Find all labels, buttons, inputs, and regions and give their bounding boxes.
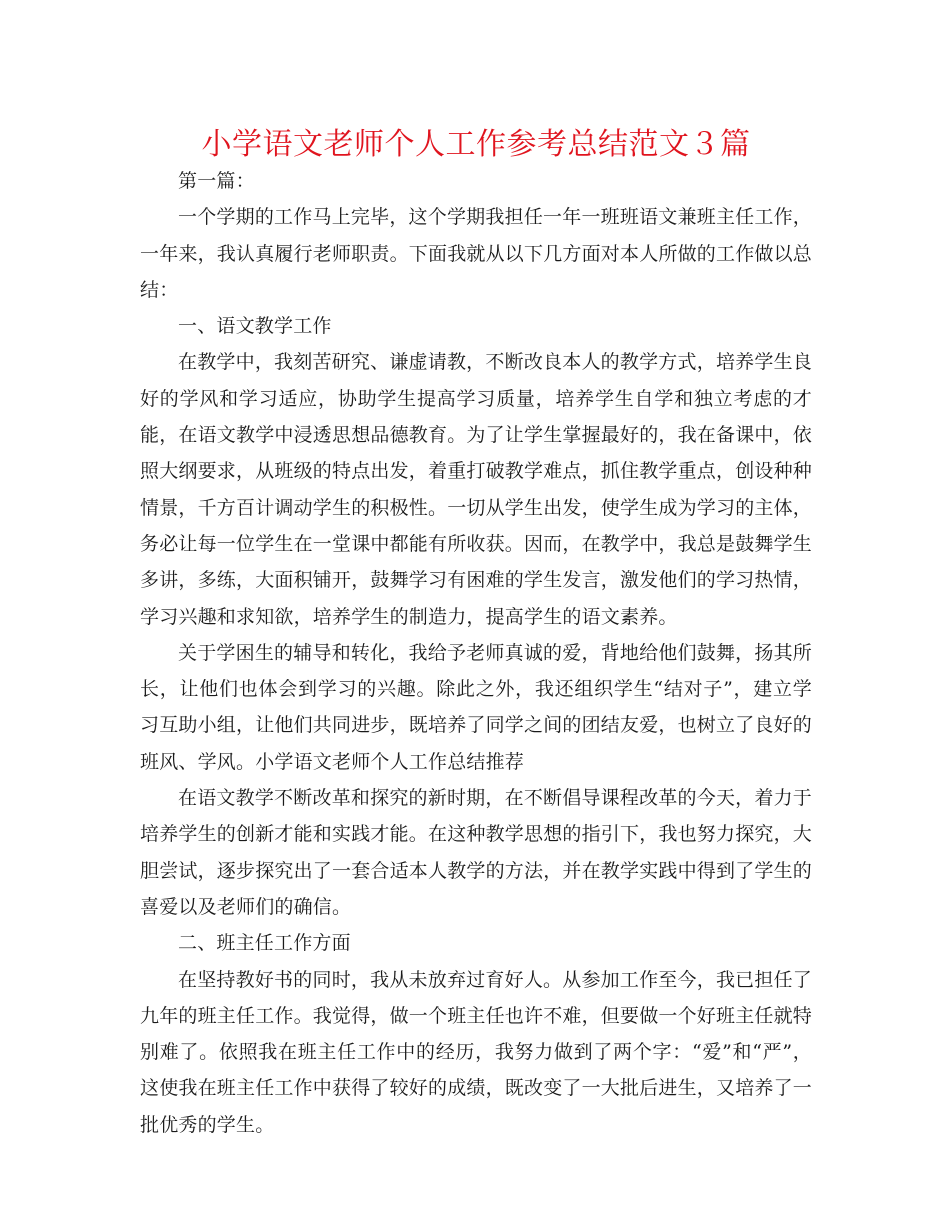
paragraph-reform: 在语文教学不断改革和探究的新时期，在不断倡导课程改革的今天，着力于培养学生的创新才能和实践才能。在这种教学思想的指引下，我也努力探究，大胆尝试，逐步探究出了一套合适本人教学的方法，并在教学实践中得到了学生的喜爱以及老师们的确信。 (140, 787, 813, 918)
document-body (140, 163, 812, 1143)
heading-head-teacher: 二、班主任工作方面 (178, 932, 351, 955)
paragraph-intro: 一个学期的工作马上完毕，这个学期我担任一年一班班语文兼班主任工作，一年来，我认真履行老师职责。下面我就从以下几方面对本人所做的工作做以总结： (140, 206, 813, 301)
heading-chinese-teaching: 一、语文教学工作 (178, 315, 332, 338)
document-title: 小学语文老师个人工作参考总结范文３篇 (201, 127, 751, 162)
paragraph-section-label: 第一篇： (178, 170, 255, 192)
paragraph-struggling-students: 关于学困生的辅导和转化，我给予老师真诚的爱，背地给他们鼓舞，扬其所长，让他们也体会到学习的兴趣。除此之外，我还组织学生“结对子”，建立学习互助小组，让他们共同进步，既培养了同学之间的团结友爱，也树立了良好的班风、学风。小学语文老师个人工作总结推荐 (140, 641, 813, 773)
paragraph-teaching-method: 在教学中，我刻苦研究、谦虚请教，不断改良本人的教学方式，培养学生良好的学风和学习适应，协助学生提高学习质量，培养学生自学和独立考虑的才能，在语文教学中浸透思想品德教育。为了让学生掌握最好的，我在备课中，依照大纲要求，从班级的特点出发，着重打破教学难点，抓住教学重点，创设种种情景，千方百计调动学生的积极性。一切从学生出发，使学生成为学习的主体，务必让每一位学生在一堂课中都能有所收获。因而，在教学中，我总是鼓舞学生多讲，多练，大面积铺开，鼓舞学习有困难的学生发言，激发他们的学习热情，学习兴趣和求知欲，培养学生的制造力，提高学生的语文素养。 (140, 351, 813, 628)
document-page (140, 122, 812, 1143)
paragraph-head-teacher-work: 在坚持教好书的同时，我从未放弃过育好人。从参加工作至今，我已担任了九年的班主任工作。我觉得，做一个班主任也许不难，但要做一个好班主任就特别难了。依照我在班主任工作中的经历，我努力做到了两个字：“爱”和“严”，这使我在班主任工作中获得了较好的成绩，既改变了一大批后进生，又培养了一批优秀的学生。 (140, 968, 813, 1136)
